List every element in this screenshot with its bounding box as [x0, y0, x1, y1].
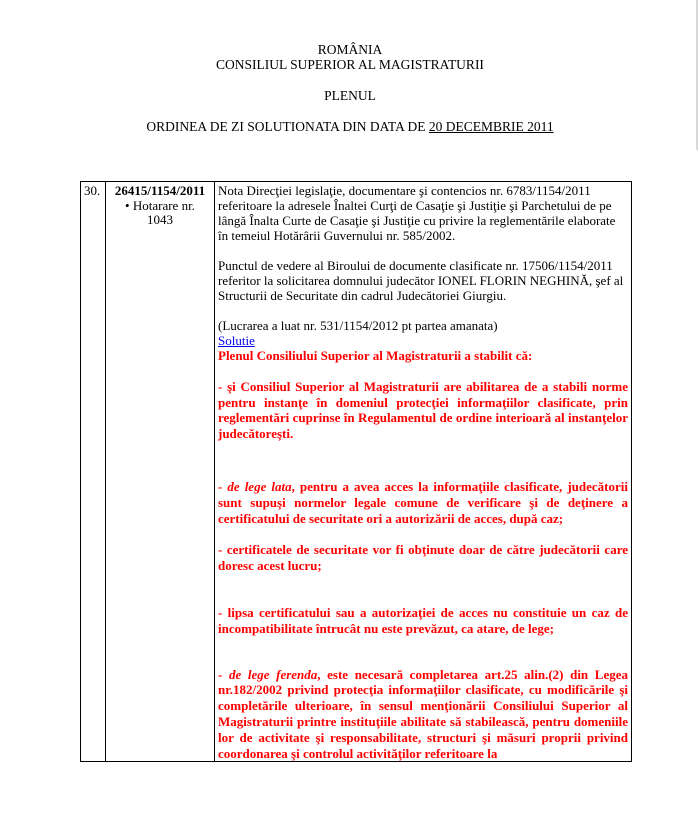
item-reference: 26415/1154/2011: [114, 183, 206, 198]
item-note: (Lucrarea a luat nr. 531/1154/2012 pt partea amanata): [218, 318, 498, 333]
agenda-title-prefix: ORDINEA DE ZI SOLUTIONATA DIN DATA DE: [146, 119, 429, 134]
item-paragraph-2: Punctul de vedere al Biroului de documente clasificate nr. 17506/1154/2011 referitor la solicitarea domnului judecător IONEL FLORIN NEGHINĂ, şef al Structurii de Securitate din cadrul Judecătoriei Giurgiu.: [218, 258, 624, 303]
decision-point-5-italic: de lege ferenda: [228, 666, 318, 682]
solution-link[interactable]: Solutie: [218, 333, 255, 348]
agenda-date: 20 DECEMBRIE 2011: [428, 119, 554, 134]
decision-point-1: - şi Consiliul Superior al Magistraturii are abilitarea de a stabili norme pentru instanţe în domeniul protecţiei informaţiilor clasificate, prin reglementări cuprinse în Regulamentul de ordine interioară al instanţelor judecătoreşti.: [218, 378, 628, 442]
item-content-cell: [215, 182, 632, 762]
item-content: [218, 183, 628, 761]
decision-point-4: - lipsa certificatului sau a autorizaţiei de acces nu constituie un caz de incompatibilitate întrucât nu este prevăzut, ca atare, de lege;: [218, 604, 628, 636]
decision-point-3: - certificatele de securitate vor fi obţinute doar de către judecătorii care doresc acest lucru;: [218, 542, 628, 574]
item-paragraph-1: Nota Direcţiei legislaţie, documentare şi contencios nr. 6783/1154/2011 referitoare la adresele Înaltei Curţi de Casaţie şi Justiţie şi Parchetului de pe lângă Înalta Curte de Casaţie şi Justiţie cu privire la reglementările elaborate în temeiul Hotărârii Guvernului nr. 585/2002.: [218, 183, 616, 243]
decision-label: • Hotarare nr.: [125, 198, 195, 213]
decision-point-2-text: , pentru a avea acces la informaţiile clasificate, judecătorii sunt supuşi normelor legale comune de verificare şi de deţinere a certificatului de securitate ori a autorizării de acces, după caz;: [218, 478, 628, 526]
agenda-table: [80, 181, 632, 762]
agenda-title: [0, 119, 700, 134]
decision-number: 1043: [147, 212, 173, 227]
decision-point-5-text: , este necesară completarea art.25 alin.(2) din Legea nr.182/2002 privind protecţia informaţiilor clasificate, cu modificările şi completările ulterioare, în sensul menţionării Consiliului Superior al Magistraturii printre instituţiile abilitate să stabilească, pentru domeniile lor de activitate şi responsabilitate, structuri şi măsuri proprii privind coordonarea şi controlul activităţilor referitoare la: [218, 666, 628, 761]
item-reference-cell: [106, 182, 215, 762]
plenum-title: PLENUL: [324, 88, 376, 103]
council-title: CONSILIUL SUPERIOR AL MAGISTRATURII: [216, 57, 484, 72]
item-number: 30.: [81, 182, 106, 762]
decision-point-5: [218, 667, 628, 762]
decision-point-5-prefix: -: [218, 666, 229, 682]
document-header: [0, 42, 700, 134]
solution-heading: Plenul Consiliului Superior al Magistraturii a stabilit că:: [218, 348, 533, 363]
decision-point-2-italic: de lege lata: [227, 478, 292, 494]
decision-point-2-prefix: -: [218, 478, 228, 494]
decision-point-2: [218, 479, 628, 526]
table-row: [81, 182, 632, 762]
country-title: ROMÂNIA: [317, 42, 383, 57]
